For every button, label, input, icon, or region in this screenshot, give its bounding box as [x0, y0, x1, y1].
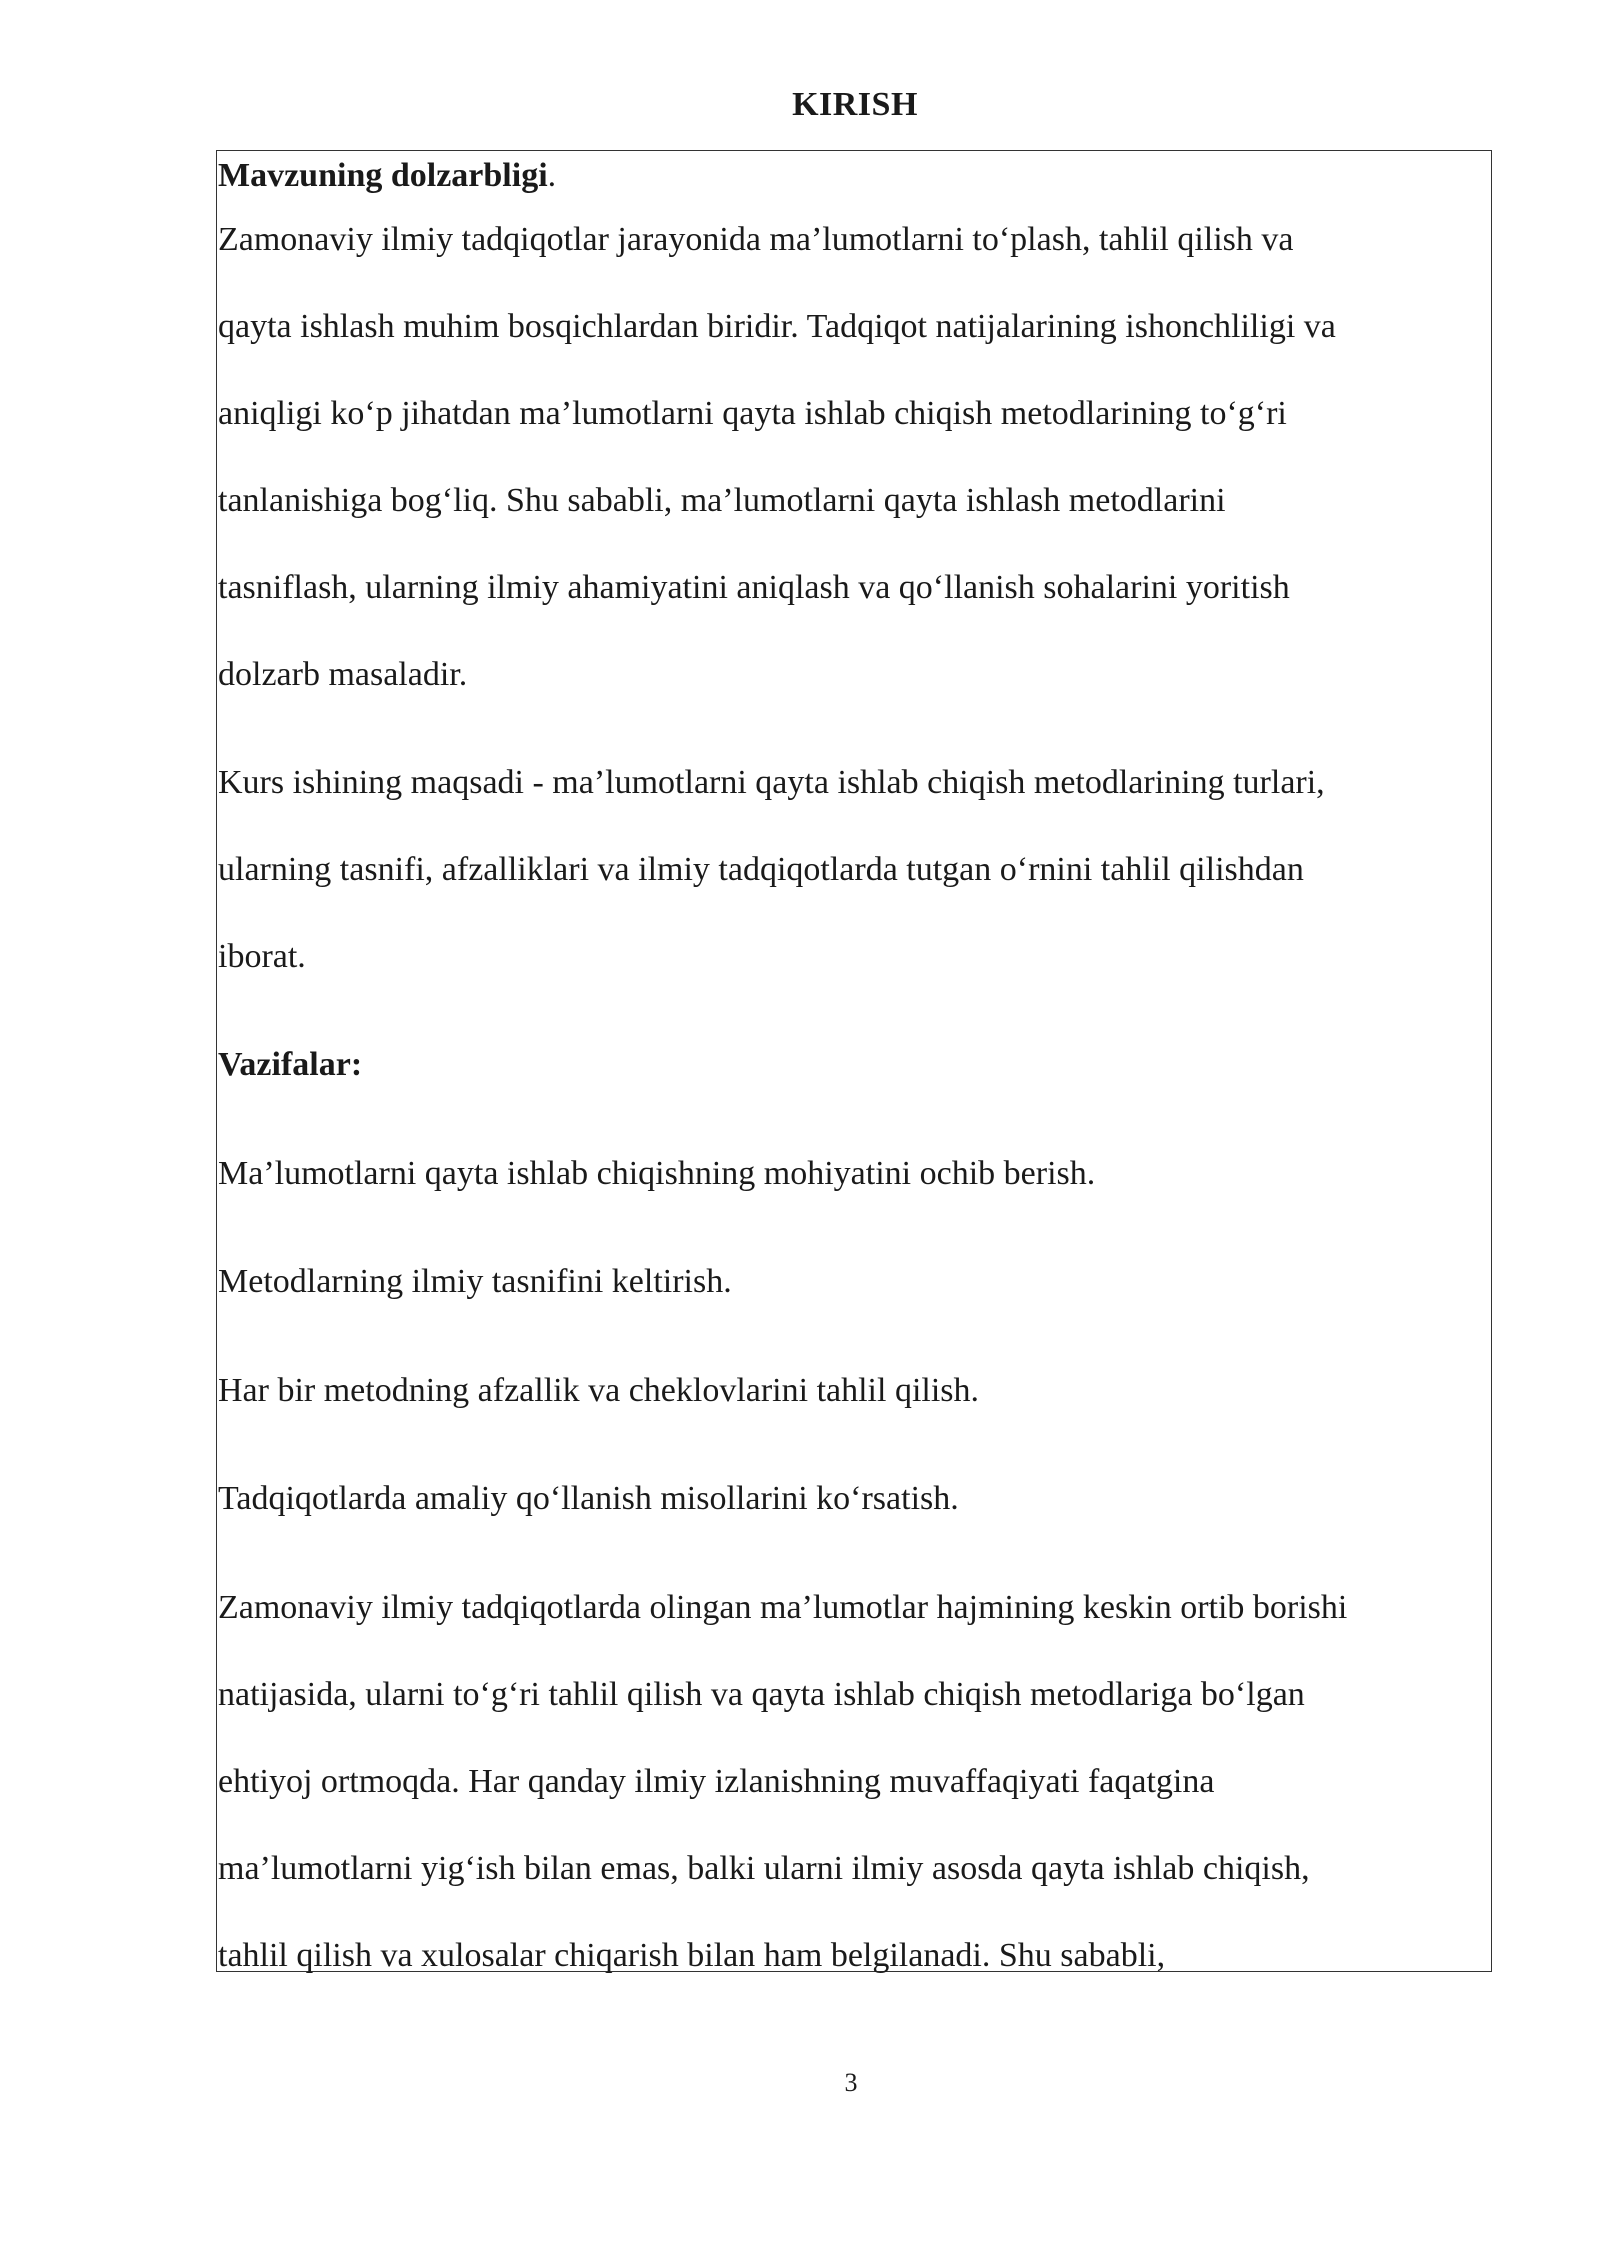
- page-title: KIRISH: [792, 86, 918, 123]
- closing-line: natijasida, ularni to‘g‘ri tahlil qilish va qayta ishlab chiqish metodlariga bo‘lgan: [218, 1676, 1305, 1713]
- closing-line: tahlil qilish va xulosalar chiqarish bilan ham belgilanadi. Shu sababli,: [218, 1937, 1166, 1974]
- task-item: Tadqiqotlarda amaliy qo‘llanish misollarini ko‘rsatish.: [218, 1480, 959, 1517]
- intro-line: qayta ishlash muhim bosqichlardan biridir. Tadqiqot natijalarining ishonchliligi va: [218, 308, 1336, 345]
- relevance-heading-period: .: [547, 157, 557, 194]
- closing-line: ma’lumotlarni yig‘ish bilan emas, balki ularni ilmiy asosda qayta ishlab chiqish,: [218, 1850, 1310, 1887]
- closing-line: Zamonaviy ilmiy tadqiqotlarda olingan ma’lumotlar hajmining keskin ortib borishi: [218, 1589, 1348, 1626]
- task-item: Ma’lumotlarni qayta ishlab chiqishning mohiyatini ochib berish.: [218, 1155, 1096, 1192]
- intro-line: dolzarb masaladir.: [218, 656, 468, 693]
- tasks-heading: Vazifalar:: [218, 1046, 363, 1083]
- closing-line: ehtiyoj ortmoqda. Har qanday ilmiy izlanishning muvaffaqiyati faqatgina: [218, 1763, 1215, 1800]
- intro-line: tanlanishiga bog‘liq. Shu sababli, ma’lumotlarni qayta ishlash metodlarini: [218, 482, 1226, 519]
- task-item: Metodlarning ilmiy tasnifini keltirish.: [218, 1263, 732, 1300]
- relevance-heading: Mavzuning dolzarbligi: [218, 157, 548, 194]
- relevance-heading-line: [218, 156, 556, 196]
- task-item: Har bir metodning afzallik va cheklovlarini tahlil qilish.: [218, 1372, 980, 1409]
- goal-line: Kurs ishining maqsadi - ma’lumotlarni qayta ishlab chiqish metodlarining turlari,: [218, 764, 1325, 801]
- intro-line: Zamonaviy ilmiy tadqiqotlar jarayonida ma’lumotlarni to‘plash, tahlil qilish va: [218, 221, 1294, 258]
- goal-line: iborat.: [218, 938, 306, 975]
- goal-line: ularning tasnifi, afzalliklari va ilmiy tadqiqotlarda tutgan o‘rnini tahlil qilishdan: [218, 851, 1304, 888]
- intro-line: aniqligi ko‘p jihatdan ma’lumotlarni qayta ishlab chiqish metodlarining to‘g‘ri: [218, 395, 1287, 432]
- page-number: 3: [844, 2068, 858, 2097]
- intro-line: tasniflash, ularning ilmiy ahamiyatini aniqlash va qo‘llanish sohalarini yoritish: [218, 569, 1290, 606]
